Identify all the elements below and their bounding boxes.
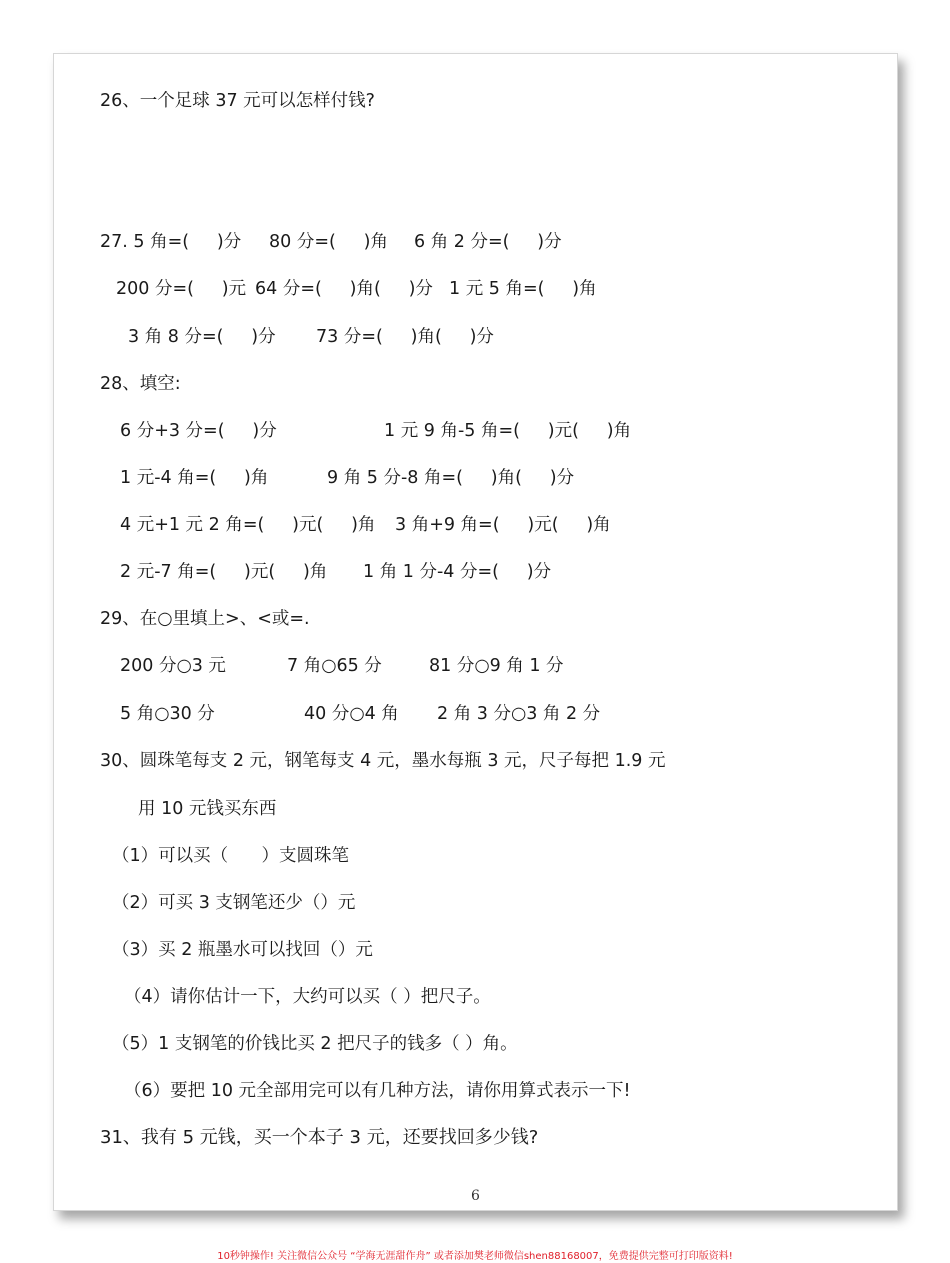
q29-item: 7 角○65 分 — [287, 656, 382, 676]
q31-text: 31、我有 5 元钱，买一个本子 3 元，还要找回多少钱? — [100, 1127, 539, 1148]
q30-text: 30、圆珠笔每支 2 元，钢笔每支 4 元，墨水每瓶 3 元，尺子每把 1.9 元 — [100, 751, 666, 771]
q28-item: 1 角 1 分-4 分=( )分 — [363, 562, 552, 582]
q27-item: 6 角 2 分=( )分 — [414, 232, 562, 252]
q28-item: 6 分+3 分=( )分 — [120, 421, 277, 441]
q29-item: 40 分○4 角 — [304, 704, 399, 724]
q30-subquestion: （3）买 2 瓶墨水可以找回（）元 — [112, 940, 373, 960]
q29-item: 81 分○9 角 1 分 — [429, 656, 564, 676]
page-number: 6 — [471, 1188, 480, 1204]
q27-item: 3 角 8 分=( )分 — [128, 327, 276, 347]
q28-item: 4 元+1 元 2 角=( )元( )角 — [120, 515, 376, 535]
q26-text: 26、一个足球 37 元可以怎样付钱? — [100, 91, 375, 111]
q30-subquestion: （2）可买 3 支钢笔还少（）元 — [112, 893, 356, 913]
footer-notice: 10秒钟操作! 关注微信公众号 “学海无涯甜作舟” 或者添加樊老师微信shen88168007，免费提供完整可打印版资料! — [217, 1251, 733, 1262]
q30-subquestion: （4）请你估计一下，大约可以买（ ）把尺子。 — [124, 987, 491, 1007]
q27-item: 80 分=( )角 — [269, 232, 388, 252]
q27-item: 1 元 5 角=( )角 — [449, 279, 597, 299]
worksheet-page — [53, 53, 898, 1211]
q28-item: 9 角 5 分-8 角=( )角( )分 — [327, 468, 575, 488]
q30-subquestion: （5）1 支钢笔的价钱比买 2 把尺子的钱多（ ）角。 — [112, 1034, 518, 1054]
q30-subquestion: （1）可以买（ ）支圆珠笔 — [112, 846, 350, 866]
q28-item: 3 角+9 角=( )元( )角 — [395, 515, 611, 535]
q27-item: 200 分=( )元 — [116, 279, 247, 299]
q28-item: 2 元-7 角=( )元( )角 — [120, 562, 328, 582]
q29-item: 2 角 3 分○3 角 2 分 — [437, 704, 601, 724]
q30-text: 用 10 元钱买东西 — [138, 799, 277, 819]
q28-heading: 28、填空: — [100, 374, 181, 394]
q28-item: 1 元-4 角=( )角 — [120, 468, 269, 488]
q29-item: 200 分○3 元 — [120, 656, 226, 676]
q29-heading: 29、在○里填上>、<或=. — [100, 609, 310, 629]
q30-subquestion: （6）要把 10 元全部用完可以有几种方法，请你用算式表示一下! — [124, 1081, 631, 1101]
q27-item: 64 分=( )角( )分 — [255, 279, 433, 299]
q27-item: 73 分=( )角( )分 — [316, 327, 494, 347]
q29-item: 5 角○30 分 — [120, 704, 215, 724]
q28-item: 1 元 9 角-5 角=( )元( )角 — [384, 421, 632, 441]
q27-item: 27. 5 角=( )分 — [100, 232, 242, 252]
